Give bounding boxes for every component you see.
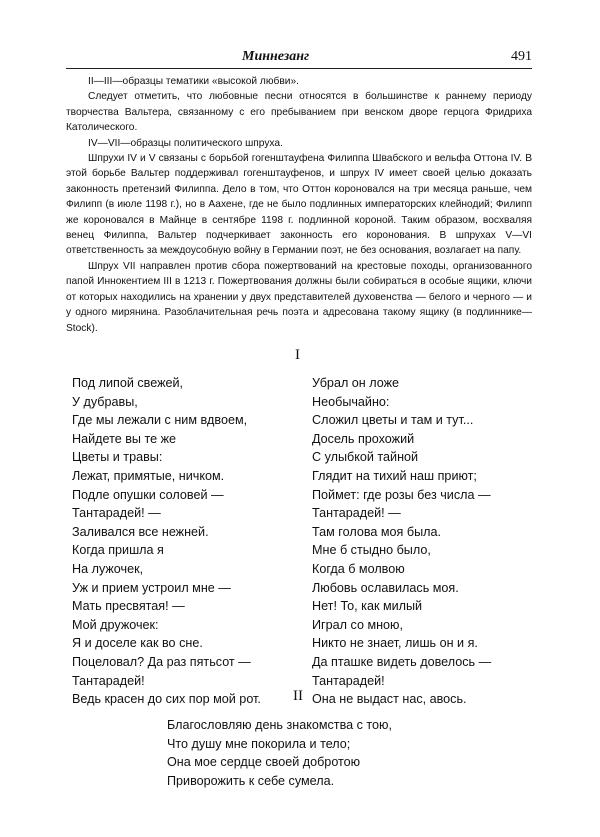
commentary-paragraph: II—III—образцы тематики «высокой любви». [88, 76, 299, 87]
verse-line: На лужочек, [72, 561, 144, 576]
poem-one-numeral: I [295, 347, 300, 363]
verse-line: Досель прохожий [312, 431, 415, 446]
verse-line: Ведь красен до сих пор мой рот. [72, 692, 261, 707]
verse-line: Убрал он ложе [312, 376, 400, 390]
commentary-paragraph: Следует отметить, что любовные песни относятся в большинстве к раннему периоду творчества Вальтера, связанному с его пребыванием при венском дворе герцога Фридриха Католического. [66, 91, 532, 134]
commentary-block [66, 74, 532, 336]
verse-line: Когда пришла я [72, 543, 164, 558]
verse-line: Необычайно: [312, 394, 390, 409]
verse-line: Поцеловал? Да раз пятьсот — [72, 654, 251, 669]
verse-line: Играл со мною, [312, 617, 404, 632]
verse-line: Когда б молвою [312, 561, 405, 576]
verse-line: Заливался все нежней. [72, 524, 209, 539]
verse-line: Найдете вы те же [72, 431, 176, 446]
verse-line: Да пташке видеть довелось — [312, 654, 492, 669]
verse-line: У дубравы, [72, 394, 138, 409]
verse-line: Мне б стыдно было, [312, 543, 431, 558]
verse-line: Цветы и травы: [72, 450, 163, 465]
verse-line: Поймет: где розы без числа — [312, 487, 491, 502]
running-title: Миннезанг [242, 49, 310, 64]
verse-line: Там голова моя была. [312, 524, 441, 539]
verse-line: Сложил цветы и там и тут... [312, 413, 474, 428]
verse-line: Мой дружочек: [72, 617, 159, 632]
page-number: 491 [511, 49, 532, 64]
commentary-paragraph: IV—VII—образцы политического шпруха. [88, 137, 283, 149]
verse-line: Тантарадей! [72, 673, 145, 688]
page-header [66, 47, 532, 67]
verse-line: Никто не знает, лишь он и я. [312, 636, 478, 651]
header-rule [66, 68, 532, 69]
poem-two-stanza [167, 716, 392, 790]
verse-line: Она мое сердце своей добротою [167, 755, 361, 770]
verse-line: Тантарадей! — [72, 506, 161, 521]
verse-line: Что душу мне покорила и тело; [167, 736, 351, 751]
verse-line: Мать пресвятая! — [72, 599, 185, 614]
verse-line: Тантарадей! — [312, 506, 401, 521]
poem-two-numeral: II [293, 688, 303, 704]
verse-line: Глядит на тихий наш приют; [312, 468, 477, 483]
verse-line: С улыбкой тайной [312, 450, 419, 465]
verse-line: Под липой свежей, [72, 376, 184, 390]
verse-line: Приворожить к себе сумела. [167, 773, 335, 788]
verse-line: Она не выдаст нас, авось. [312, 692, 467, 707]
commentary-paragraph: Шпрухи IV и V связаны с борьбой гогенштауфена Филиппа Швабского и вельфа Оттона IV. В этой борьбе Вальтер поддерживал гогенштауфенов, и шпрух IV имеет своей целью доказать законность претензий Филиппа. Дело в том, что Оттон короновался на три месяца раньше, чем Филипп (в июле 1198 г.), но в Аахене, где не было подлинных императорских клейнодий; Филипп же короновался в Майнце в сентябре 1198 г. подлинной короной. Таким образом, восхваляя венец Филиппа, Вальтер подчеркивает законность его коронования. В шпрухах V—VI ответственность за междоусобную войну в Германии поэт, не без основания, возлагает на папу. [66, 153, 532, 257]
verse-line: Лежат, примятые, ничком. [72, 468, 225, 483]
verse-line: Уж и прием устроил мне — [72, 580, 231, 595]
verse-line: Подле опушки соловей — [72, 487, 224, 502]
verse-line: Нет! То, как милый [312, 599, 423, 614]
verse-line: Любовь ославилась моя. [312, 580, 459, 595]
commentary-paragraph: Шпрух VII направлен против сбора пожертвований на крестовые походы, организованного папой Иннокентием III в 1213 г. Пожертвования должны были собираться в особые ящики, ключи от которых находились на хранении у двух представителей духовенства — белого и черного — и у одного мирянина. Разоблачительная речь поэта и адресована такому ящику (в подлиннике—Stock). [66, 260, 532, 334]
poem-one-left-column [72, 374, 261, 709]
verse-line: Благословляю день знакомства с тою, [167, 718, 393, 732]
verse-line: Тантарадей! [312, 673, 385, 688]
verse-line: Где мы лежали с ним вдвоем, [72, 413, 248, 428]
verse-line: Я и доселе как во сне. [72, 636, 203, 651]
poem-one-right-column [312, 374, 491, 709]
